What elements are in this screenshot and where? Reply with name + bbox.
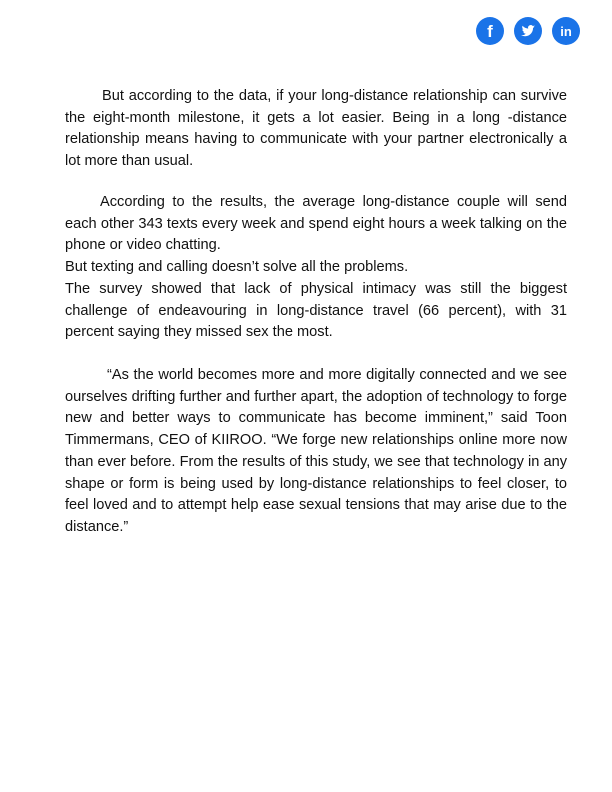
article-section-1 xyxy=(65,86,567,173)
paragraph-survey: The survey showed that lack of physical intimacy was still the biggest challenge of endeavouring in long-distance travel (66 percent), with 31 percent saying they missed sex the most. xyxy=(65,280,567,341)
paragraph-results: According to the results, the average long-distance couple will send each other 343 texts every week and spend eight hours a week talking on the phone or video chatting. xyxy=(65,194,567,254)
twitter-icon xyxy=(514,17,542,45)
paragraph-problems: But texting and calling doesn’t solve all the problems. xyxy=(65,259,409,276)
social-share-bar xyxy=(476,17,580,45)
twitter-share-button[interactable] xyxy=(514,17,542,45)
paragraph-milestone: But according to the data, if your long-distance relationship can survive the eight-month milestone, it gets a lot easier. Being in a long -distance relationship means having to communicate with your partner electronically a lot more than usual. xyxy=(65,88,567,170)
svg-text:f: f xyxy=(487,22,493,41)
article-section-2 xyxy=(65,192,567,344)
facebook-icon xyxy=(476,17,504,45)
paragraph-quote: “As the world becomes more and more digitally connected and we see ourselves drifting further and further apart, the adoption of technology to forge new and better ways to communicate has become imminent,” said Toon Timmermans, CEO of KIIROO. “We forge new relationships online more now than ever before. From the results of this study, we see that technology in any shape or form is being used by long-distance relationships to feel closer, to feel loved and to attempt help ease sexual tensions that may arise due to the distance.” xyxy=(65,367,567,535)
article-section-3 xyxy=(65,365,567,539)
linkedin-share-button[interactable] xyxy=(552,17,580,45)
svg-text:in: in xyxy=(560,24,572,39)
linkedin-icon xyxy=(552,17,580,45)
facebook-share-button[interactable] xyxy=(476,17,504,45)
